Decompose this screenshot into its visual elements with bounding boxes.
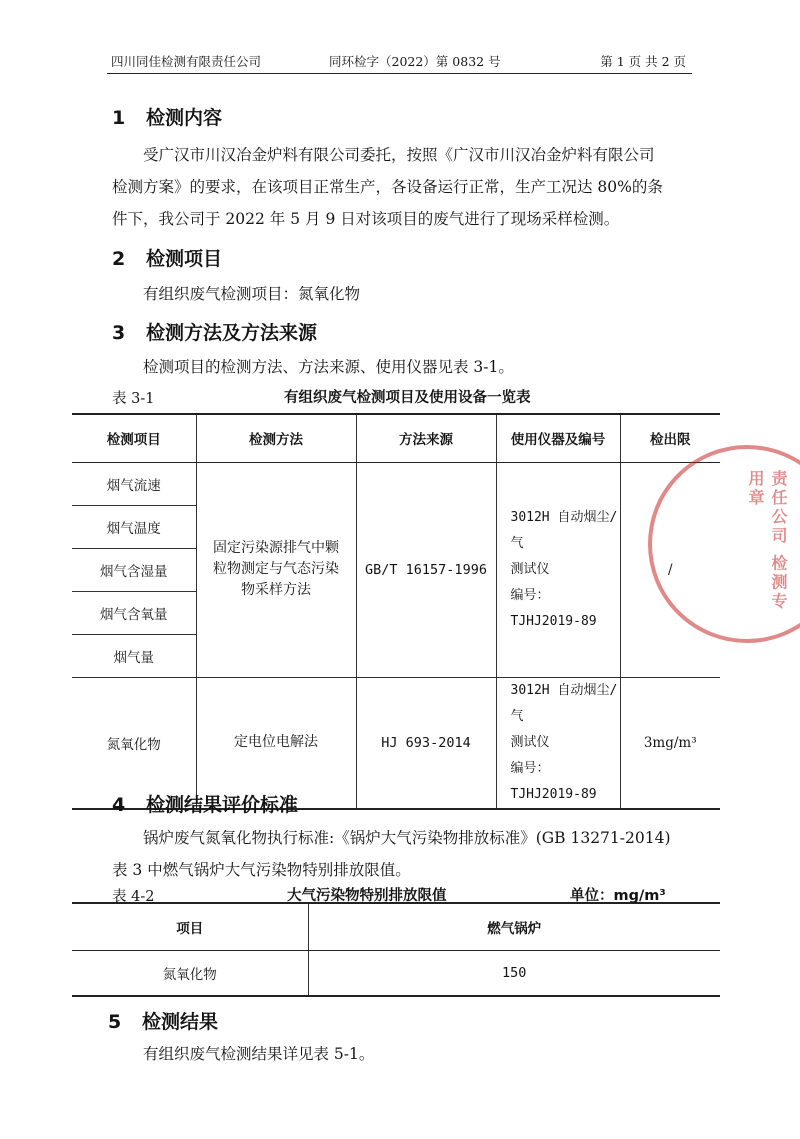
item-cell: 烟气温度 xyxy=(72,505,196,548)
item-cell: 烟气含氧量 xyxy=(72,591,196,634)
company-name: 四川同佳检测有限责任公司 xyxy=(111,54,262,69)
item-cell: 烟气量 xyxy=(72,634,196,677)
table-4-2-unit: 单位：mg/m³ xyxy=(570,888,666,904)
table-3-1-caption: 有组织废气检测项目及使用设备一览表 xyxy=(284,390,531,406)
table-row xyxy=(72,462,720,505)
instrument-line: 3012H 自动烟尘/气 xyxy=(510,509,618,551)
limit-cell: 3mg/m³ xyxy=(620,677,720,809)
table-row xyxy=(72,677,720,809)
section-2-text: 有组织废气检测项目：氮氧化物 xyxy=(143,285,361,303)
section-1-number: 1 xyxy=(112,107,126,129)
section-5-text: 有组织废气检测结果详见表 5-1。 xyxy=(143,1045,375,1063)
source-cell: HJ 693-2014 xyxy=(356,677,496,809)
section-3-text: 检测项目的检测方法、方法来源、使用仪器见表 3-1。 xyxy=(143,358,514,376)
page-number: 第 1 页 共 2 页 xyxy=(600,54,686,69)
limit-cell: / xyxy=(620,462,720,677)
section-4-heading: 检测结果评价标准 xyxy=(146,794,299,816)
item-cell: 烟气含湿量 xyxy=(72,548,196,591)
limits-table xyxy=(72,902,720,997)
section-4-line-1: 锅炉废气氮氧化物执行标准:《锅炉大气污染物排放标准》(GB 13271-2014) xyxy=(143,829,671,847)
method-cell: 固定污染源排气中颗粒物测定与气态污染物采样方法 xyxy=(196,462,356,677)
seal-text: 责任公司 检测专用章 xyxy=(746,470,788,612)
section-2-heading: 检测项目 xyxy=(146,248,223,270)
section-1-heading: 检测内容 xyxy=(146,107,223,129)
item-cell: 氮氧化物 xyxy=(72,677,196,809)
section-2-title xyxy=(112,244,222,271)
source-cell: GB/T 16157-1996 xyxy=(356,462,496,677)
instrument-cell xyxy=(496,462,620,677)
section-1-line-1: 受广汉市川汉冶金炉料有限公司委托，按照《广汉市川汉冶金炉料有限公司 xyxy=(143,146,655,164)
instrument-line: 3012H 自动烟尘/气 xyxy=(510,682,618,724)
header-method: 检测方法 xyxy=(196,414,356,462)
header-gas-boiler: 燃气锅炉 xyxy=(308,903,720,950)
instrument-line: 测试仪 xyxy=(510,734,550,750)
section-2-number: 2 xyxy=(112,248,126,270)
item-cell: 氮氧化物 xyxy=(72,950,308,996)
report-number: 同环检字（2022）第 0832 号 xyxy=(329,54,501,69)
table-header-row xyxy=(72,414,720,462)
section-1-line-2: 检测方案》的要求，在该项目正常生产，各设备运行正常，生产工况达 80%的条 xyxy=(112,178,663,196)
instrument-line: 编号：TJHJ2019-89 xyxy=(510,587,597,629)
header-source: 方法来源 xyxy=(356,414,496,462)
header-item: 项目 xyxy=(72,903,308,950)
section-1-title xyxy=(112,103,222,130)
instrument-line: 编号：TJHJ2019-89 xyxy=(510,760,597,802)
section-3-number: 3 xyxy=(112,322,126,344)
table-header-row xyxy=(72,903,720,950)
table-row xyxy=(72,950,720,996)
section-1-line-3: 件下，我公司于 2022 年 5 月 9 日对该项目的废气进行了现场采样检测。 xyxy=(112,210,620,228)
header-instrument: 使用仪器及编号 xyxy=(496,414,620,462)
methods-table xyxy=(72,413,720,810)
section-5-title xyxy=(108,1007,218,1034)
instrument-line: 测试仪 xyxy=(510,561,550,577)
table-3-1-label: 表 3-1 xyxy=(112,391,155,407)
section-4-title xyxy=(112,790,298,817)
instrument-cell xyxy=(496,677,620,809)
section-5-number: 5 xyxy=(108,1011,122,1033)
method-cell: 定电位电解法 xyxy=(196,677,356,809)
section-3-title xyxy=(112,318,317,345)
table-4-2-caption: 大气污染物特别排放限值 xyxy=(287,888,447,904)
section-5-heading: 检测结果 xyxy=(142,1011,219,1033)
header-item: 检测项目 xyxy=(72,414,196,462)
section-4-line-2: 表 3 中燃气锅炉大气污染物特别排放限值。 xyxy=(112,861,411,879)
table-4-2-label: 表 4-2 xyxy=(112,889,155,905)
value-cell: 150 xyxy=(308,950,720,996)
section-4-number: 4 xyxy=(112,794,126,816)
section-3-heading: 检测方法及方法来源 xyxy=(146,322,318,344)
page-header xyxy=(107,47,692,74)
item-cell: 烟气流速 xyxy=(72,462,196,505)
header-limit: 检出限 xyxy=(620,414,720,462)
